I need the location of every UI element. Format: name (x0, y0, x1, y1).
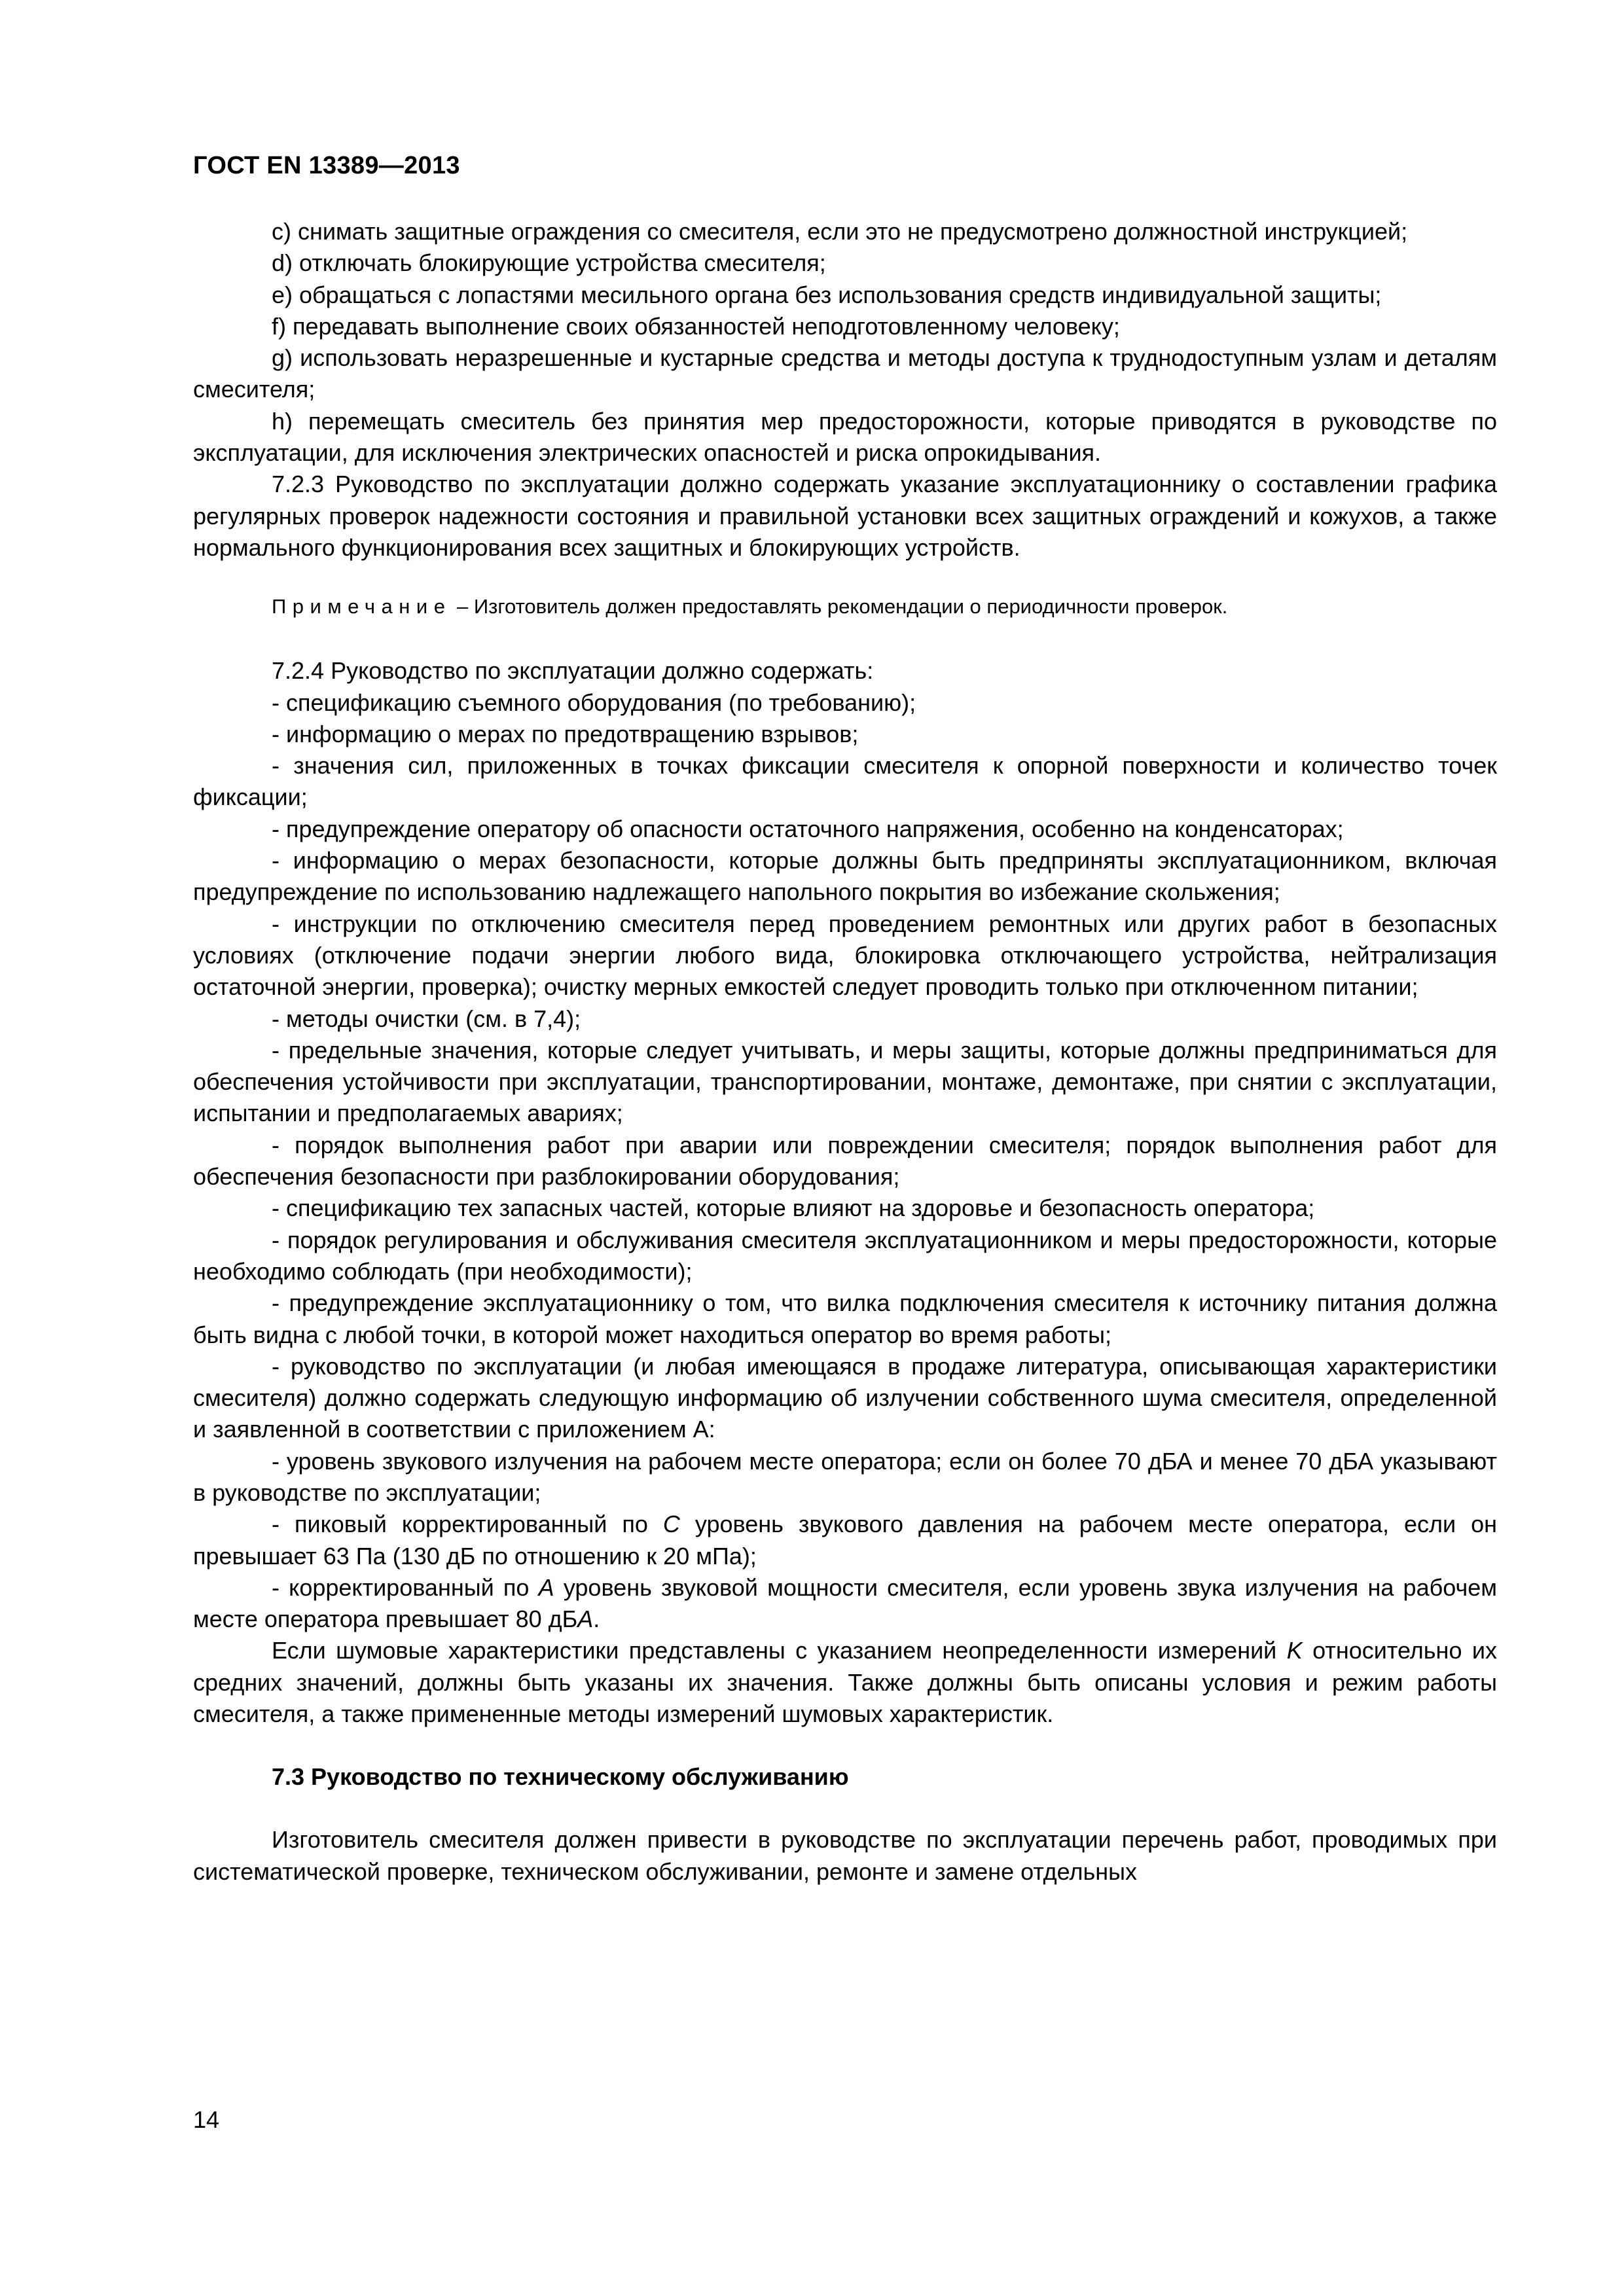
list-item: - спецификацию съемного оборудования (по требованию); (272, 689, 916, 716)
list-item: - информацию о мерах безопасности, которые должны быть предприняты эксплуатационником, включая предупреждение по использованию надлежащего напольного покрытия во избежание скольжения; (193, 847, 1497, 906)
list-item-power-level (193, 1572, 1497, 1636)
list-item: - предупреждение эксплуатационнику о том, что вилка подключения смесителя к источнику питания должна быть видна с любой точки, в которой может находиться оператор во время работы; (193, 1289, 1497, 1348)
clause-7-2-3: 7.2.3 Руководство по эксплуатации должно содержать указание эксплуатационнику о составлении графика регулярных проверок надежности состояния и правильной установки всех защитных ограждений и кожухов, а также нормального функционирования всех защитных и блокирующих устройств. (193, 471, 1497, 561)
list-item-h: h) перемещать смеситель без принятия мер предосторожности, которые приводятся в руководстве по эксплуатации, для исключения электрических опасностей и риска опрокидывания. (193, 407, 1497, 467)
text-span: - корректированный по (272, 1573, 539, 1601)
list-item-peak-level (193, 1509, 1497, 1572)
list-item-f: f) передавать выполнение своих обязанностей неподготовленному человеку; (272, 312, 1120, 340)
page-header: ГОСТ EN 13389—2013 (193, 152, 460, 179)
list-item: - спецификацию тех запасных частей, которые влияют на здоровье и безопасность оператора; (272, 1194, 1315, 1222)
list-item-e: e) обращаться с лопастями месильного органа без использования средств индивидуальной защиты; (272, 281, 1382, 308)
list-item: - порядок регулирования и обслуживания смесителя эксплуатационником и меры предосторожности, которые необходимо соблюдать (при необходимости); (193, 1226, 1497, 1285)
text-span: уровень звуковой мощности смесителя, если уровень звука излучения на рабочем месте оператора превышает 80 дБ (193, 1573, 1497, 1633)
list-item: - уровень звукового излучения на рабочем месте оператора; если он более 70 дБА и менее 70 дБА указывают в руководстве по эксплуатации; (193, 1447, 1497, 1506)
page-number: 14 (193, 2106, 220, 2133)
text-span: - пиковый корректированный по (272, 1511, 663, 1538)
note-label: Примечание (272, 595, 452, 619)
list-item: - порядок выполнения работ при аварии или повреждении смесителя; порядок выполнения работ для обеспечения безопасности при разблокировании оборудования; (193, 1131, 1497, 1191)
list-item: - информацию о мерах по предотвращению взрывов; (272, 720, 859, 747)
italic-symbol: C (662, 1511, 680, 1538)
list-item: - предельные значения, которые следует учитывать, и меры защиты, которые должны предприниматься для обеспечения устойчивости при эксплуатации, транспортировании, монтаже, демонтаже, при снятии с эксплуатации, испытании и предполагаемых авариях; (193, 1036, 1497, 1127)
text-span: уровень звукового давления на рабочем месте оператора, если он превышает 63 Па (130 дБ по отношению к 20 мПа); (193, 1511, 1497, 1570)
list-item: - инструкции по отключению смесителя перед проведением ремонтных или других работ в безопасных условиях (отключение подачи энергии любого вида, блокировка отключающего устройства, нейтрализация остаточной энергии, проверка); очистку мерных емкостей следует проводить только при отключенном питании; (193, 910, 1497, 1001)
note (193, 594, 1497, 620)
text-span: Если шумовые характеристики представлены с указанием неопределенности измерений (272, 1637, 1287, 1664)
section-paragraph: Изготовитель смесителя должен привести в руководстве по эксплуатации перечень работ, проводимых при систематической проверке, техническом обслуживании, ремонте и замене отдельных (193, 1826, 1497, 1885)
text-span: относительно их средних значений, должны быть указаны их значения. Также должны быть описаны условия и режим работы смесителя, а также примененные методы измерений шумовых характеристик. (193, 1637, 1497, 1728)
italic-symbol: A (577, 1605, 594, 1633)
italic-symbol: K (1286, 1637, 1303, 1664)
list-item-g: g) использовать неразрешенные и кустарные средства и методы доступа к труднодоступным узлам и деталям смесителя; (193, 344, 1497, 403)
list-item: - значения сил, приложенных в точках фиксации смесителя к опорной поверхности и количество точек фиксации; (193, 752, 1497, 811)
text-span: . (593, 1605, 600, 1633)
note-text: – Изготовитель должен предоставлять рекомендации о периодичности проверок. (451, 595, 1228, 619)
section-heading: 7.3 Руководство по техническому обслуживанию (272, 1763, 849, 1791)
page-content (193, 216, 1497, 1888)
list-item: - методы очистки (см. в 7,4); (272, 1005, 581, 1032)
list-item: - предупреждение оператору об опасности остаточного напряжения, особенно на конденсаторах; (272, 815, 1344, 842)
list-item-d: d) отключать блокирующие устройства смесителя; (272, 249, 826, 277)
clause-7-2-4: 7.2.4 Руководство по эксплуатации должно содержать: (272, 657, 874, 685)
list-item: - руководство по эксплуатации (и любая имеющаяся в продаже литература, описывающая характеристики смесителя) должно содержать следующую информацию об излучении собственного шума смесителя, определенной и заявленной в соответствии с приложением А: (193, 1352, 1497, 1443)
noise-paragraph (193, 1635, 1497, 1730)
italic-symbol: A (538, 1573, 554, 1601)
list-item-c: c) снимать защитные ограждения со смесителя, если это не предусмотрено должностной инструкцией; (272, 218, 1408, 245)
